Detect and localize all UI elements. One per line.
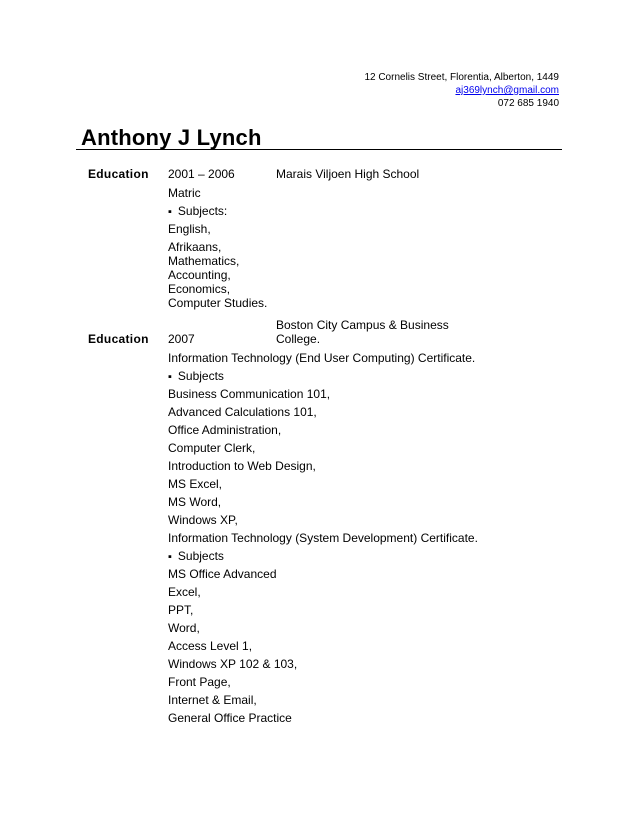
certificate-1-title: Information Technology (End User Computing) Certificate. xyxy=(168,351,476,365)
education-2-school-line2: College. xyxy=(276,332,321,346)
contact-phone: 072 685 1940 xyxy=(497,98,559,109)
education-1-qualification: Matric xyxy=(168,186,201,200)
education-1-subjects-heading: ▪ Subjects: xyxy=(168,204,227,219)
certificate-1-subject: Business Communication 101, xyxy=(168,387,331,401)
certificate-2-subjects-heading: ▪ Subjects xyxy=(168,549,224,564)
certificate-1-subject: MS Excel, xyxy=(168,477,223,491)
education-2-school-line1: Boston City Campus & Business xyxy=(276,318,449,332)
education-1-subject: Mathematics, xyxy=(168,254,240,268)
education-1-subject: English, xyxy=(168,222,211,236)
certificate-1-subjects-heading: ▪ Subjects xyxy=(168,369,224,384)
education-1-label: Education xyxy=(88,167,149,181)
education-1-school: Marais Viljoen High School xyxy=(276,167,420,181)
certificate-2-subject: Excel, xyxy=(168,585,201,599)
certificate-2-subject: PPT, xyxy=(168,603,194,617)
education-1-subject: Afrikaans, xyxy=(168,240,222,254)
contact-email-link[interactable]: aj369lynch@gmail.com xyxy=(455,85,559,96)
certificate-2-subject: MS Office Advanced xyxy=(168,567,277,581)
education-2-year: 2007 xyxy=(168,332,195,346)
certificate-1-subject: Computer Clerk, xyxy=(168,441,256,455)
header-divider xyxy=(76,149,562,150)
education-2-label: Education xyxy=(88,332,149,346)
certificate-2-subject: Front Page, xyxy=(168,675,231,689)
certificate-1-subject: MS Word, xyxy=(168,495,222,509)
education-1-subject: Computer Studies. xyxy=(168,296,268,310)
certificate-2-subject: Windows XP 102 & 103, xyxy=(168,657,298,671)
certificate-2-subject: Word, xyxy=(168,621,200,635)
certificate-1-subject: Advanced Calculations 101, xyxy=(168,405,317,419)
contact-address: 12 Cornelis Street, Florentia, Alberton, 1449 xyxy=(364,72,559,83)
education-1-subject: Economics, xyxy=(168,282,231,296)
certificate-1-subject: Windows XP, xyxy=(168,513,238,527)
certificate-1-subject: Office Administration, xyxy=(168,423,282,437)
certificate-2-subject: Access Level 1, xyxy=(168,639,253,653)
certificate-1-subject: Introduction to Web Design, xyxy=(168,459,316,473)
education-1-years: 2001 – 2006 xyxy=(168,167,235,181)
contact-block xyxy=(364,71,559,110)
certificate-2-title: Information Technology (System Development) Certificate. xyxy=(168,531,478,545)
education-1-subject: Accounting, xyxy=(168,268,231,282)
certificate-2-subject: Internet & Email, xyxy=(168,693,257,707)
certificate-2-subject: General Office Practice xyxy=(168,711,292,725)
candidate-name: Anthony J Lynch xyxy=(81,125,262,150)
